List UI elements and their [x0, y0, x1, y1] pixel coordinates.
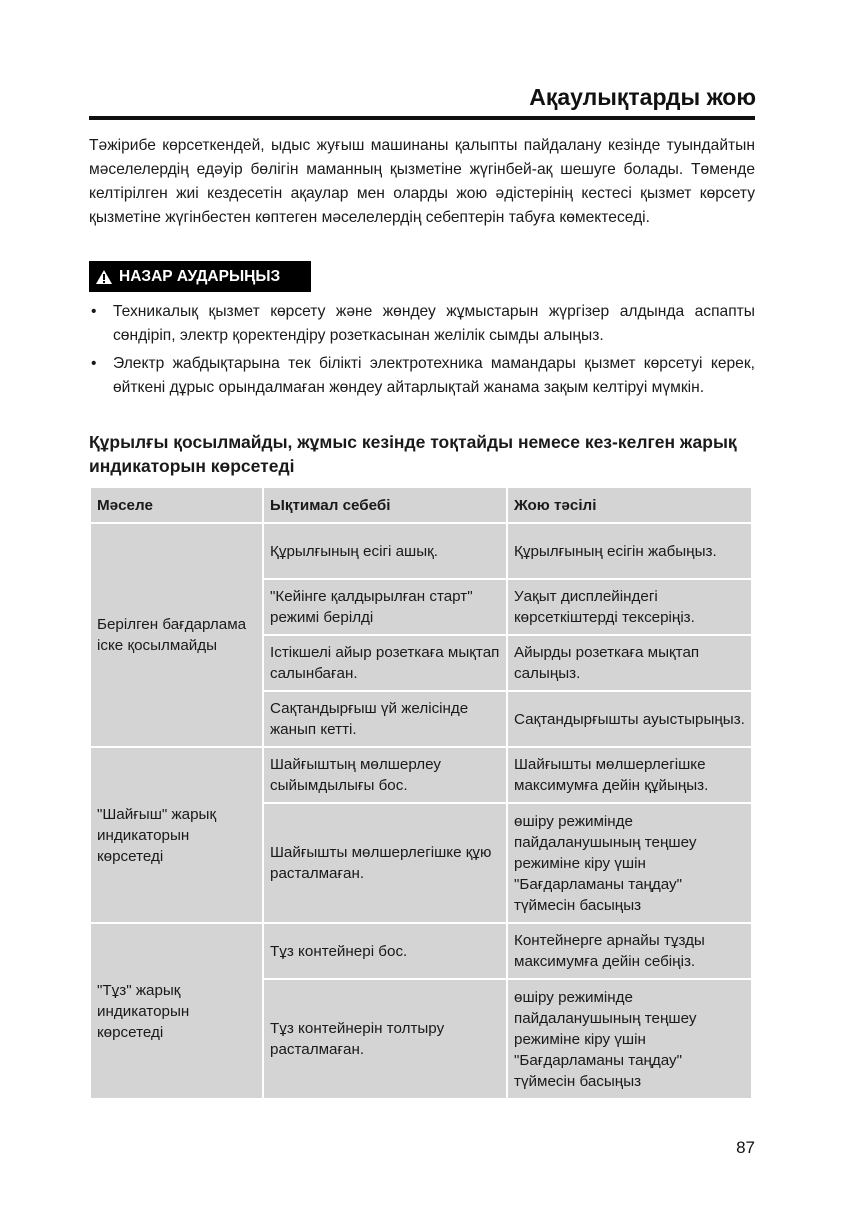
warning-banner	[89, 261, 311, 292]
remedy-cell: Сақтандырғышты ауыстырыңыз.	[507, 691, 752, 747]
warning-triangle-icon	[95, 269, 113, 285]
page-title: Ақаулықтарды жою	[529, 84, 756, 110]
warning-label: НАЗАР АУДАРЫҢЫЗ	[119, 267, 281, 285]
remedy-cell: Шайғышты мөлшерлегішке максимумға дейін құйыңыз.	[507, 747, 752, 803]
cause-cell: Шайғыштың мөлшерлеу сыйымдылығы бос.	[263, 747, 507, 803]
warning-item: • Техникалық қызмет көрсету және жөндеу жұмыстарын жүргізер алдында аспапты сөндіріп, электр қоректендіру розеткасынан желілік сымды алыңыз.	[89, 300, 755, 348]
remedy-cell: Құрылғының есігін жабыңыз.	[507, 523, 752, 579]
problem-cell: "Шайғыш" жарық индикаторын көрсетеді	[90, 747, 263, 923]
header-cause: Ықтимал себебі	[263, 487, 507, 523]
bullet-dot: •	[91, 355, 97, 372]
table-row	[90, 523, 752, 579]
troubleshooting-table	[89, 486, 753, 1100]
section-heading: Құрылғы қосылмайды, жұмыс кезінде тоқтайды немесе кез-келген жарық индикаторын көрсетеді	[89, 432, 737, 476]
header-remedy: Жою тәсілі	[507, 487, 752, 523]
cause-cell: Тұз контейнерін толтыру расталмаған.	[263, 979, 507, 1099]
page-number: 87	[736, 1138, 755, 1157]
header-problem: Мәселе	[90, 487, 263, 523]
warning-item: • Электр жабдықтарына тек білікті электротехника мамандары қызмет көрсетуі керек, өйткені дұрыс орындалмаған жөндеу айтарлықтай жанама зақым келтіруі мүмкін.	[89, 352, 755, 400]
remedy-cell: Айырды розеткаға мықтап салыңыз.	[507, 635, 752, 691]
intro-paragraph: Тәжірибе көрсеткендей, ыдыс жуғыш машинаны қалыпты пайдалану кезінде туындайтын мәселелердің едәуір бөлігін маманның қызметіне жүгінбей-ақ шешуге болады. Төменде келтірілген жиі кездесетін ақаулар мен оларды жою әдістерінің кестесі қызмет көрсету қызметіне жүгінбестен көптеген мәселелердің себептерін табуға көмектеседі.	[89, 137, 755, 226]
cause-cell: "Кейінге қалдырылған старт" режимі берілді	[263, 579, 507, 635]
problem-cell: Берілген бағдарлама іске қосылмайды	[90, 523, 263, 747]
remedy-cell: өшіру режимінде пайдаланушының теңшеу режиміне кіру үшін "Бағдарламаны таңдау" түймесін басыңыз	[507, 803, 752, 923]
table-row	[90, 923, 752, 979]
table-header-row	[90, 487, 752, 523]
cause-cell: Сақтандырғыш үй желісінде жанып кетті.	[263, 691, 507, 747]
table-row	[90, 747, 752, 803]
warning-list	[89, 300, 755, 404]
cause-cell: Тұз контейнері бос.	[263, 923, 507, 979]
bullet-dot: •	[91, 303, 97, 320]
cause-cell: Істікшелі айыр розеткаға мықтап салынбаған.	[263, 635, 507, 691]
cause-cell: Құрылғының есігі ашық.	[263, 523, 507, 579]
cause-cell: Шайғышты мөлшерлегішке құю расталмаған.	[263, 803, 507, 923]
remedy-cell: Контейнерге арнайы тұзды максимумға дейін себіңіз.	[507, 923, 752, 979]
problem-cell: "Тұз" жарық индикаторын көрсетеді	[90, 923, 263, 1099]
title-rule	[89, 116, 755, 120]
remedy-cell: Уақыт дисплейіндегі көрсеткіштерді тексеріңіз.	[507, 579, 752, 635]
remedy-cell: өшіру режимінде пайдаланушының теңшеу режиміне кіру үшін "Бағдарламаны таңдау" түймесін басыңыз	[507, 979, 752, 1099]
